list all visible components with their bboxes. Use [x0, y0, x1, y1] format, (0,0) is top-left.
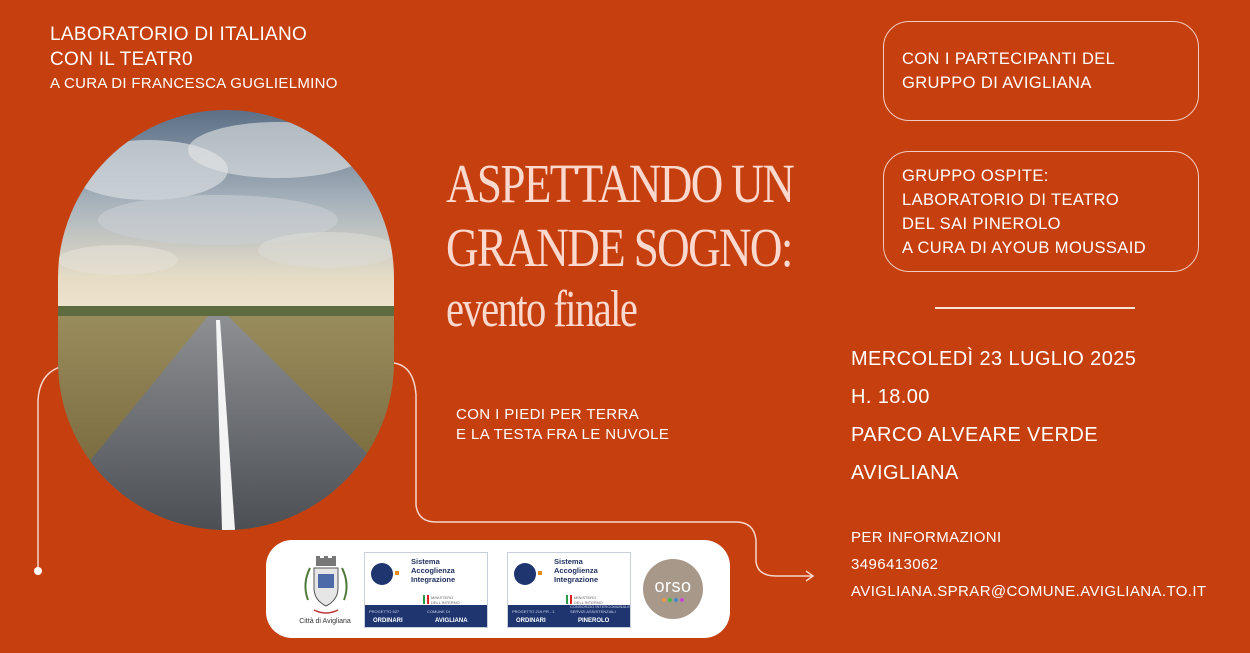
guest-line-4: A CURA DI AYOUB MOUSSAID	[902, 238, 1147, 257]
sponsor-logos-panel	[266, 540, 730, 638]
workshop-header	[50, 22, 338, 94]
event-place: PARCO ALVEARE VERDE	[851, 424, 1098, 446]
contact-info	[851, 524, 1207, 605]
event-title	[446, 152, 846, 340]
guest-line-3: DEL SAI PINEROLO	[902, 214, 1061, 233]
guest-line-1: GRUPPO OSPITE:	[902, 166, 1049, 185]
title-line-3: evento finale	[446, 281, 637, 338]
title-line-2: GRANDE SOGNO:	[446, 217, 792, 278]
participants-box	[883, 21, 1199, 121]
road-photo	[58, 110, 394, 530]
info-label: PER INFORMAZIONI	[851, 529, 1002, 546]
crest-caption: Città di Avigliana	[299, 618, 351, 625]
tagline-line-2: E LA TESTA FRA LE NUVOLE	[456, 426, 670, 443]
sai-logo-pinerolo: Sistema Accoglienza Integrazione MINISTERO DELL'INTERNO PROGETTO 219 PR - 1 CONSORZIO INTERCOMUNALE SERVIZI ASSISTENZIALI ORDINARI PINEROLO	[507, 552, 631, 628]
event-time: H. 18.00	[851, 386, 930, 408]
info-email[interactable]: AVIGLIANA.SPRAR@COMUNE.AVIGLIANA.TO.IT	[851, 583, 1207, 600]
guest-group-box	[883, 151, 1199, 272]
divider	[935, 307, 1135, 309]
workshop-curator: A CURA DI FRANCESCA GUGLIELMINO	[50, 75, 338, 92]
workshop-line-1: LABORATORIO DI ITALIANO	[50, 24, 308, 45]
event-details	[851, 340, 1136, 492]
participants-line-2: GRUPPO DI AVIGLIANA	[902, 74, 1092, 92]
sai-logo-avigliana: Sistema Accoglienza Integrazione MINISTERO DELL'INTERNO PROGETTO 527 COMUNE DI ORDINARI AVIGLIANA	[364, 552, 488, 628]
guest-line-2: LABORATORIO DI TEATRO	[902, 190, 1120, 209]
avigliana-crest-icon	[300, 554, 352, 616]
event-date: MERCOLEDÌ 23 LUGLIO 2025	[851, 348, 1137, 370]
tagline-line-1: CON I PIEDI PER TERRA	[456, 406, 640, 423]
orso-logo	[643, 559, 703, 619]
participants-line-1: CON I PARTECIPANTI DEL	[902, 50, 1116, 68]
orso-text: orso	[654, 576, 692, 596]
title-line-1: ASPETTANDO UN	[446, 153, 794, 214]
tagline	[456, 405, 669, 445]
workshop-line-2: CON IL TEATR0	[50, 49, 193, 70]
event-city: AVIGLIANA	[851, 462, 959, 484]
info-phone[interactable]: 3496413062	[851, 556, 939, 573]
